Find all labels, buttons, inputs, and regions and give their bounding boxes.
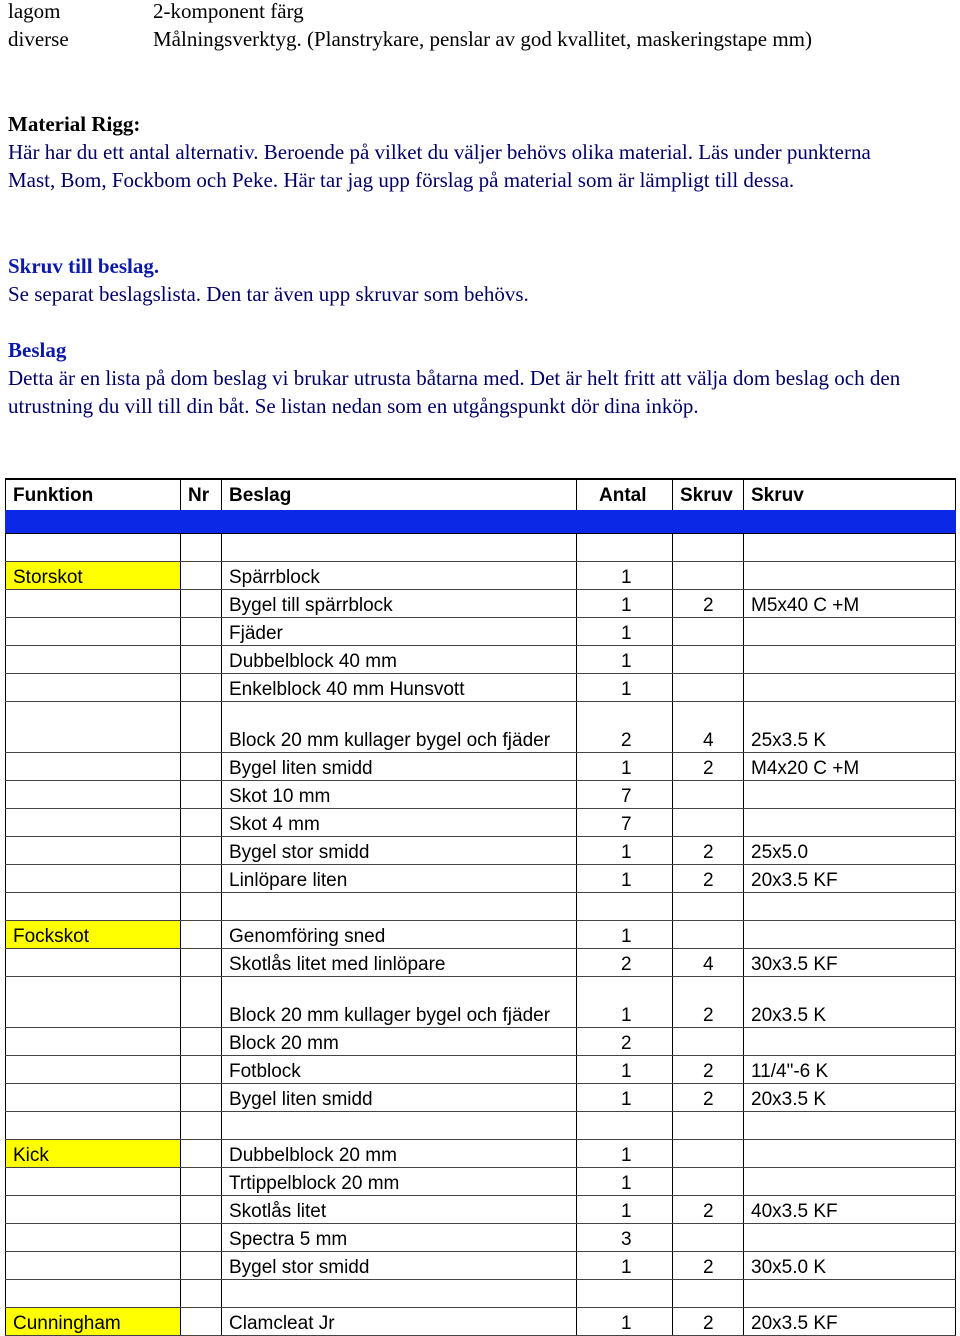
cell-funktion [6, 949, 181, 977]
table-body [6, 479, 956, 1336]
cell-nr [181, 590, 222, 618]
cell-funktion [6, 590, 181, 618]
cell-nr [181, 949, 222, 977]
cell-skruv-spec [744, 1168, 956, 1196]
cell-funktion [6, 1168, 181, 1196]
cell-skruv-spec: 30x5.0 K [744, 1252, 956, 1280]
cell-antal: 7 [577, 781, 673, 809]
cell-skruv: 2 [673, 1196, 744, 1224]
table-row [6, 809, 956, 837]
header-bar-cell [577, 510, 673, 534]
cell-skruv-spec [744, 646, 956, 674]
cell-antal [577, 1280, 673, 1308]
cell-beslag: Bygel stor smidd [222, 837, 577, 865]
cell-skruv-spec [744, 618, 956, 646]
header-color-bar [6, 510, 956, 534]
cell-funktion: Kick [6, 1140, 181, 1168]
section-title: Material Rigg: [8, 112, 141, 136]
table-row [6, 753, 956, 781]
cell-antal: 1 [577, 646, 673, 674]
cell-skruv [673, 534, 744, 562]
cell-antal [577, 893, 673, 921]
cell-nr [181, 1196, 222, 1224]
cell-skruv-spec: 20x3.5 K [744, 977, 956, 1028]
cell-funktion [6, 865, 181, 893]
cell-antal: 2 [577, 1028, 673, 1056]
cell-skruv-spec [744, 674, 956, 702]
cell-skruv: 2 [673, 865, 744, 893]
cell-skruv: 2 [673, 837, 744, 865]
cell-funktion [6, 1084, 181, 1112]
cell-antal: 1 [577, 865, 673, 893]
cell-funktion [6, 618, 181, 646]
cell-antal: 1 [577, 674, 673, 702]
cell-funktion [6, 534, 181, 562]
cell-beslag: Clamcleat Jr [222, 1308, 577, 1336]
table-row [6, 1140, 956, 1168]
cell-antal: 1 [577, 1252, 673, 1280]
cell-beslag [222, 893, 577, 921]
cell-skruv-spec: 40x3.5 KF [744, 1196, 956, 1224]
cell-skruv-spec: 11/4"-6 K [744, 1056, 956, 1084]
table-row [6, 702, 956, 753]
cell-nr [181, 893, 222, 921]
cell-skruv-spec [744, 809, 956, 837]
section-text: Här har du ett antal alternativ. Beroende på vilket du väljer behövs olika material. Läs under punkterna Mast, Bom, Fockbom och Peke. Här tar jag upp förslag på material som är lämpligt till dessa. [8, 140, 871, 192]
cell-beslag: Trtippelblock 20 mm [222, 1168, 577, 1196]
table-row [6, 977, 956, 1028]
cell-funktion [6, 1280, 181, 1308]
cell-antal: 7 [577, 809, 673, 837]
table-row [6, 674, 956, 702]
cell-nr [181, 646, 222, 674]
cell-funktion [6, 837, 181, 865]
cell-nr [181, 781, 222, 809]
cell-beslag [222, 534, 577, 562]
section-material-rigg [8, 110, 908, 194]
cell-skruv [673, 1168, 744, 1196]
cell-skruv-spec [744, 1112, 956, 1140]
cell-nr [181, 674, 222, 702]
cell-skruv: 2 [673, 1056, 744, 1084]
cell-funktion [6, 674, 181, 702]
cell-nr [181, 809, 222, 837]
cell-skruv-spec: 20x3.5 KF [744, 865, 956, 893]
table-row [6, 1224, 956, 1252]
material-key: lagom [8, 0, 61, 23]
cell-nr [181, 1252, 222, 1280]
cell-skruv: 2 [673, 977, 744, 1028]
cell-skruv: 4 [673, 702, 744, 753]
cell-antal: 1 [577, 753, 673, 781]
cell-antal: 1 [577, 977, 673, 1028]
cell-funktion [6, 1224, 181, 1252]
cell-beslag: Fjäder [222, 618, 577, 646]
table-row [6, 949, 956, 977]
materials-list [8, 0, 948, 53]
table-row [6, 1084, 956, 1112]
material-value: 2-komponent färg [153, 0, 304, 23]
cell-antal [577, 1112, 673, 1140]
cell-nr [181, 1084, 222, 1112]
material-value: Målningsverktyg. (Planstrykare, penslar av god kvallitet, maskeringstape mm) [153, 27, 813, 51]
cell-funktion [6, 702, 181, 753]
table-row [6, 837, 956, 865]
cell-nr [181, 1028, 222, 1056]
cell-beslag [222, 1112, 577, 1140]
cell-beslag: Skotlås litet med linlöpare [222, 949, 577, 977]
cell-skruv [673, 562, 744, 590]
table-row [6, 1252, 956, 1280]
cell-beslag: Genomföring sned [222, 921, 577, 949]
table-row [6, 1112, 956, 1140]
cell-nr [181, 1308, 222, 1336]
cell-funktion [6, 809, 181, 837]
header-bar-cell [222, 510, 577, 534]
cell-skruv: 2 [673, 590, 744, 618]
cell-antal: 1 [577, 1056, 673, 1084]
cell-beslag: Bygel liten smidd [222, 1084, 577, 1112]
header-bar-cell [6, 510, 181, 534]
cell-antal: 2 [577, 949, 673, 977]
header-bar-cell [181, 510, 222, 534]
column-header-skruv: Skruv [673, 479, 744, 510]
cell-beslag: Dubbelblock 40 mm [222, 646, 577, 674]
cell-nr [181, 562, 222, 590]
cell-nr [181, 702, 222, 753]
table-row [6, 1308, 956, 1336]
header-bar-cell [744, 510, 956, 534]
cell-nr [181, 1168, 222, 1196]
cell-antal: 1 [577, 1196, 673, 1224]
cell-skruv: 4 [673, 949, 744, 977]
cell-antal: 1 [577, 921, 673, 949]
cell-skruv: 2 [673, 1252, 744, 1280]
cell-nr [181, 1112, 222, 1140]
cell-skruv-spec [744, 781, 956, 809]
cell-funktion [6, 753, 181, 781]
column-header-funktion: Funktion [6, 479, 181, 510]
cell-antal: 1 [577, 1308, 673, 1336]
cell-beslag: Dubbelblock 20 mm [222, 1140, 577, 1168]
cell-funktion [6, 1252, 181, 1280]
cell-skruv-spec: 25x3.5 K [744, 702, 956, 753]
cell-nr [181, 618, 222, 646]
cell-skruv-spec [744, 1140, 956, 1168]
column-header-nr: Nr [181, 479, 222, 510]
cell-funktion: Cunningham [6, 1308, 181, 1336]
cell-nr [181, 534, 222, 562]
cell-antal: 1 [577, 1084, 673, 1112]
section-text: Detta är en lista på dom beslag vi brukar utrusta båtarna med. Det är helt fritt att välja dom beslag och den utrustning du vill till din båt. Se listan nedan som en utgångspunkt dör dina inköp. [8, 366, 901, 418]
column-header-beslag: Beslag [222, 479, 577, 510]
cell-beslag [222, 1280, 577, 1308]
cell-funktion: Storskot [6, 562, 181, 590]
column-header-skruv-2: Skruv [744, 479, 956, 510]
cell-beslag: Block 20 mm kullager bygel och fjäder [222, 702, 577, 753]
cell-nr [181, 977, 222, 1028]
cell-beslag: Enkelblock 40 mm Hunsvott [222, 674, 577, 702]
cell-antal: 2 [577, 702, 673, 753]
cell-funktion [6, 1196, 181, 1224]
section-title: Skruv till beslag. [8, 254, 160, 278]
cell-skruv [673, 893, 744, 921]
cell-funktion [6, 781, 181, 809]
cell-antal: 3 [577, 1224, 673, 1252]
cell-skruv-spec [744, 1280, 956, 1308]
cell-skruv: 2 [673, 1084, 744, 1112]
cell-skruv-spec: 20x3.5 K [744, 1084, 956, 1112]
cell-skruv [673, 674, 744, 702]
table-row [6, 646, 956, 674]
cell-beslag: Bygel till spärrblock [222, 590, 577, 618]
cell-skruv-spec [744, 562, 956, 590]
cell-nr [181, 1280, 222, 1308]
cell-nr [181, 921, 222, 949]
cell-skruv [673, 1028, 744, 1056]
cell-antal: 1 [577, 1140, 673, 1168]
cell-skruv-spec [744, 893, 956, 921]
beslag-table [5, 478, 956, 1336]
cell-antal: 1 [577, 618, 673, 646]
table-row [6, 562, 956, 590]
section-beslag [8, 336, 908, 420]
cell-beslag: Bygel liten smidd [222, 753, 577, 781]
cell-funktion [6, 1112, 181, 1140]
table-row [6, 1056, 956, 1084]
cell-skruv-spec: 30x3.5 KF [744, 949, 956, 977]
table-row [6, 618, 956, 646]
cell-skruv [673, 781, 744, 809]
cell-nr [181, 753, 222, 781]
cell-skruv-spec: M4x20 C +M [744, 753, 956, 781]
cell-beslag: Spärrblock [222, 562, 577, 590]
cell-funktion [6, 977, 181, 1028]
cell-skruv [673, 1280, 744, 1308]
section-title: Beslag [8, 338, 67, 362]
cell-beslag: Skot 10 mm [222, 781, 577, 809]
cell-funktion [6, 1056, 181, 1084]
cell-nr [181, 1140, 222, 1168]
cell-beslag: Block 20 mm [222, 1028, 577, 1056]
cell-skruv [673, 921, 744, 949]
cell-antal: 1 [577, 590, 673, 618]
cell-skruv: 2 [673, 1308, 744, 1336]
material-row [8, 25, 948, 53]
cell-skruv-spec [744, 921, 956, 949]
cell-funktion [6, 1028, 181, 1056]
table-row [6, 534, 956, 562]
cell-skruv-spec [744, 1224, 956, 1252]
cell-skruv [673, 809, 744, 837]
cell-skruv [673, 1112, 744, 1140]
header-bar-cell [673, 510, 744, 534]
cell-beslag: Skot 4 mm [222, 809, 577, 837]
cell-beslag: Skotlås litet [222, 1196, 577, 1224]
table-row [6, 781, 956, 809]
cell-funktion [6, 646, 181, 674]
cell-beslag: Bygel stor smidd [222, 1252, 577, 1280]
section-text: Se separat beslagslista. Den tar även upp skruvar som behövs. [8, 282, 529, 306]
table-header-row [6, 479, 956, 510]
cell-nr [181, 1224, 222, 1252]
cell-nr [181, 837, 222, 865]
column-header-antal: Antal [577, 479, 673, 510]
cell-antal: 1 [577, 1168, 673, 1196]
table-row [6, 1028, 956, 1056]
table-row [6, 921, 956, 949]
cell-nr [181, 1056, 222, 1084]
cell-beslag: Spectra 5 mm [222, 1224, 577, 1252]
cell-skruv-spec: M5x40 C +M [744, 590, 956, 618]
cell-antal [577, 534, 673, 562]
cell-antal: 1 [577, 837, 673, 865]
cell-skruv [673, 1140, 744, 1168]
cell-skruv-spec [744, 534, 956, 562]
table-row [6, 1196, 956, 1224]
cell-skruv-spec [744, 1028, 956, 1056]
cell-skruv-spec: 20x3.5 KF [744, 1308, 956, 1336]
cell-nr [181, 865, 222, 893]
table-row [6, 590, 956, 618]
material-row [8, 0, 948, 25]
cell-skruv: 2 [673, 753, 744, 781]
cell-skruv-spec: 25x5.0 [744, 837, 956, 865]
cell-funktion [6, 893, 181, 921]
section-skruv [8, 252, 908, 308]
cell-funktion: Fockskot [6, 921, 181, 949]
cell-skruv [673, 646, 744, 674]
material-key: diverse [8, 27, 69, 51]
table-row [6, 893, 956, 921]
cell-skruv [673, 1224, 744, 1252]
cell-beslag: Linlöpare liten [222, 865, 577, 893]
cell-beslag: Block 20 mm kullager bygel och fjäder [222, 977, 577, 1028]
cell-beslag: Fotblock [222, 1056, 577, 1084]
cell-skruv [673, 618, 744, 646]
table-row [6, 865, 956, 893]
cell-antal: 1 [577, 562, 673, 590]
table-row [6, 1168, 956, 1196]
table-row [6, 1280, 956, 1308]
